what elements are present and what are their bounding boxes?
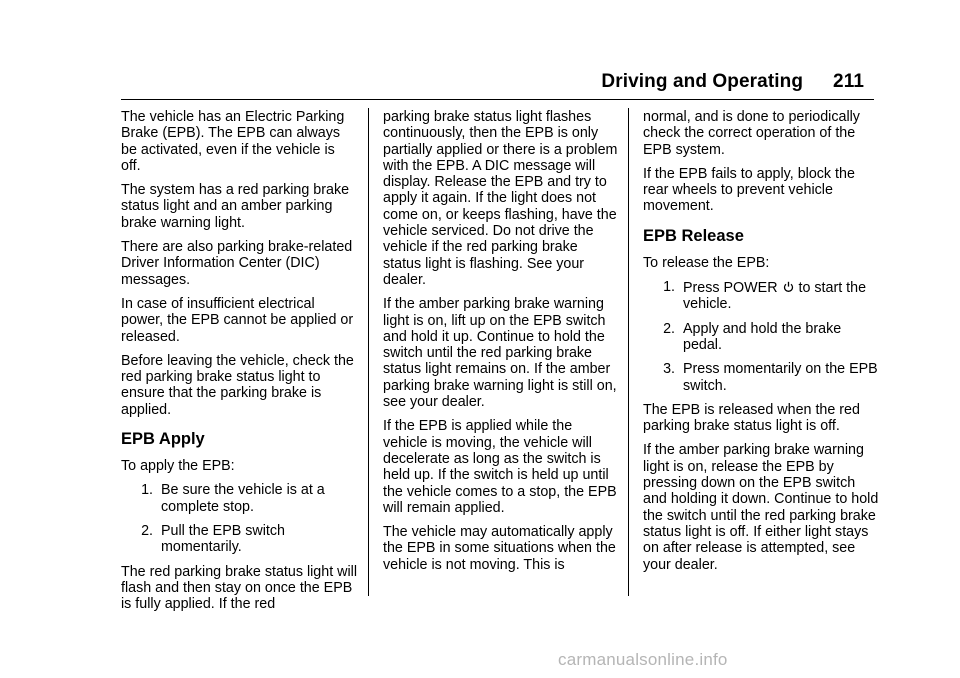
paragraph: To release the EPB: (643, 254, 770, 271)
step-text: Apply and hold the brake pedal. (683, 320, 842, 353)
paragraph: parking brake status light flashes continuously, then the EPB is only partially applied or there is a problem with the EPB. A DIC message will display. Release the EPB and try to apply it again. If the light does not come on, or keeps flashing, have the vehicle serviced. Do not drive the vehicle if the red parking brake status light is flashing. See your dealer. (383, 109, 618, 288)
list-item (643, 279, 879, 313)
paragraph: If the EPB fails to apply, block the rear wheels to prevent vehicle movement. (643, 165, 855, 215)
column-1 (121, 109, 357, 620)
column-3 (643, 109, 879, 581)
paragraph: The vehicle may automatically apply the EPB in some situations when the vehicle is not moving. This is (383, 524, 616, 573)
column-divider-1 (368, 108, 369, 596)
watermark: carmanualsonline.info (558, 650, 728, 669)
paragraph: Before leaving the vehicle, check the red parking brake status light to ensure that the parking brake is applied. (121, 352, 354, 418)
step-text: Press momentarily on the EPB switch. (683, 361, 878, 394)
step-text: Pull the EPB switch momentarily. (161, 522, 285, 556)
paragraph: To apply the EPB: (121, 458, 235, 475)
step-number: 1. (141, 482, 153, 499)
step-text-after: to start the vehicle. (683, 280, 867, 313)
paragraph: The EPB is released when the red parking brake status light is off. (643, 401, 860, 435)
paragraph: In case of insufficient electrical power, the EPB cannot be applied or released. (121, 295, 354, 345)
paragraph: The red parking brake status light will flash and then stay on once the EPB is fully applied. If the red (121, 563, 358, 613)
apply-steps-list (121, 482, 357, 555)
page-number: 211 (833, 71, 864, 92)
release-steps-list (643, 279, 879, 394)
paragraph: The system has a red parking brake status light and an amber parking brake warning light. (121, 182, 350, 231)
step-text (683, 279, 879, 313)
column-2 (383, 109, 619, 581)
step-number: 2. (663, 320, 675, 337)
step-number: 1. (663, 279, 675, 296)
paragraph: normal, and is done to periodically check the correct operation of the EPB system. (643, 109, 860, 158)
list-item (643, 361, 879, 394)
paragraph: If the amber parking brake warning light is on, lift up on the EPB switch and hold it up. Continue to hold the switch until the red parking brake status light remains on. If the amber parking brake warning light is still on, see your dealer. (383, 296, 617, 411)
header-divider (121, 99, 874, 100)
step-number: 2. (141, 522, 153, 539)
list-item (121, 482, 357, 515)
section-heading-epb-release: EPB Release (643, 226, 744, 245)
step-text-before: Press POWER (683, 280, 778, 297)
section-title: Driving and Operating (601, 71, 804, 92)
paragraph: There are also parking brake-related Driver Information Center (DIC) messages. (121, 239, 353, 288)
column-divider-2 (628, 108, 629, 596)
step-number: 3. (663, 361, 675, 378)
list-item (643, 321, 879, 354)
paragraph: If the EPB is applied while the vehicle is moving, the vehicle will decelerate as long as the switch is held up. If the switch is held up until the vehicle comes to a stop, the EPB will remain applied. (383, 418, 617, 516)
step-text: Be sure the vehicle is at a complete stop. (161, 482, 325, 515)
list-item (121, 523, 357, 556)
section-heading-epb-apply: EPB Apply (121, 430, 205, 449)
page-header (601, 71, 864, 93)
power-icon (783, 279, 794, 295)
paragraph: The vehicle has an Electric Parking Brake (EPB). The EPB can always be activated, even if the vehicle is off. (121, 109, 345, 174)
paragraph: If the amber parking brake warning light is on, release the EPB by pressing down on the EPB switch and holding it down. Continue to hold the switch until the red parking brake status light is off. If either light stays on after release is attempted, see your dealer. (643, 442, 879, 573)
